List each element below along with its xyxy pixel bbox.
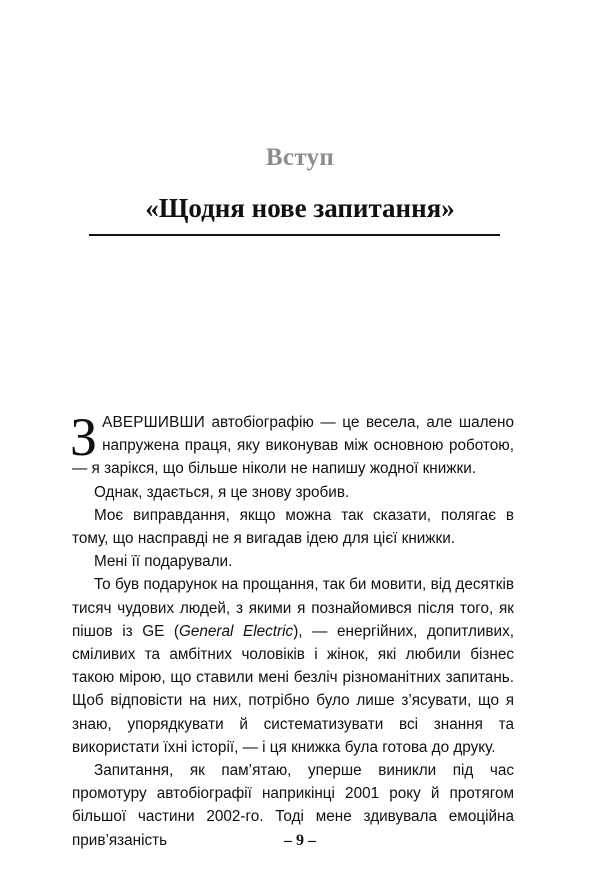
paragraph-1 [70,407,514,481]
first-word-caps: АВЕРШИВШИ [102,414,205,431]
paragraph-5 [72,573,514,759]
page-number: – 9 – [284,832,316,849]
paragraph-4: Мені її подарували. [94,553,233,571]
chapter-title: «Щодня нове запитання» [145,193,455,223]
paragraph-6: Запитання, як пам’ятаю, уперше виникли під час промотуру автобіографії наприкінці 2001 року й протягом більшої частини 2002-го. Тоді мене здивувала емоційна прив’язаність [72,762,514,849]
paragraph-3: Моє виправдання, якщо можна так сказати, полягає в тому, що насправді не я вигадав ідею для цієї книжки. [72,506,514,548]
paragraph-5-text-a: То був подарунок на прощання, так би мовити, від десятків тисяч чудових людей, з якими я познайомився після того, як пішов із GE ( [72,576,514,640]
paragraph-1-text: автобіографію — це весела, але шалено напружена праця, яку виконував між основною роботою, — я зарікся, що більше ніколи не напишу жодної книжки. [72,414,514,478]
paragraph-2: Однак, здається, я це знову зробив. [94,483,350,501]
body-text [70,407,514,852]
chapter-kicker: Вступ [265,144,335,171]
company-name-italic: General Electric [179,622,294,640]
title-divider [89,234,500,236]
drop-cap: З [70,407,98,467]
paragraph-5-text-b: ), — енергійних, допитливих, сміливих та амбітних чоловіків і жінок, які любили бізнес такою мірою, що ставили мені безліч різноманітних запитань. Щоб відповісти на них, потрібно було лише з’ясувати, що я знаю, упорядкувати й систематизувати всі знання та використати їхні історії, — і ця книжка була готова до друку. [72,622,514,756]
